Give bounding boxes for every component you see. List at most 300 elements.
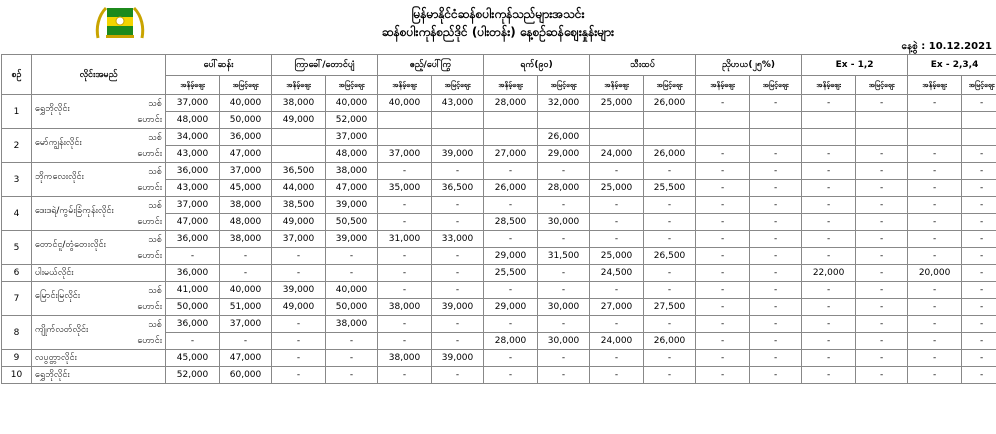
line-name-cell bbox=[32, 129, 166, 163]
price-cell: - bbox=[750, 316, 802, 333]
price-cell: 36,000 bbox=[166, 265, 220, 282]
table-row bbox=[2, 163, 996, 180]
line-name-cell bbox=[32, 95, 166, 129]
line-name-cell bbox=[32, 197, 166, 231]
price-cell: - bbox=[856, 299, 908, 316]
price-cell: - bbox=[326, 333, 378, 350]
price-cell: - bbox=[272, 316, 326, 333]
price-cell: 39,000 bbox=[432, 299, 484, 316]
price-cell: - bbox=[856, 146, 908, 163]
table-row bbox=[2, 197, 996, 214]
price-cell: 48,000 bbox=[166, 112, 220, 129]
kind-new-label: သစ် bbox=[148, 167, 162, 177]
price-cell: - bbox=[272, 367, 326, 384]
price-cell: - bbox=[432, 333, 484, 350]
price-cell: - bbox=[378, 316, 432, 333]
price-cell: - bbox=[908, 350, 962, 367]
price-cell: - bbox=[538, 350, 590, 367]
price-cell: 24,000 bbox=[590, 146, 644, 163]
kind-old-label: ဟောင်း bbox=[137, 183, 162, 193]
price-cell: 47,000 bbox=[326, 180, 378, 197]
price-cell: 25,500 bbox=[484, 265, 538, 282]
price-cell: - bbox=[962, 248, 996, 265]
price-cell: - bbox=[696, 333, 750, 350]
price-cell: 29,000 bbox=[538, 146, 590, 163]
price-cell: - bbox=[696, 350, 750, 367]
price-cell: 45,000 bbox=[166, 350, 220, 367]
row-number: 3 bbox=[2, 163, 32, 197]
price-cell: 50,000 bbox=[326, 299, 378, 316]
kind-old-label: ဟောင်း bbox=[137, 149, 162, 159]
price-cell: - bbox=[750, 299, 802, 316]
price-cell: 37,000 bbox=[220, 316, 272, 333]
price-cell: 36,000 bbox=[166, 231, 220, 248]
price-cell: - bbox=[962, 282, 996, 299]
price-cell: - bbox=[484, 282, 538, 299]
price-cell: 38,000 bbox=[326, 163, 378, 180]
price-cell: - bbox=[962, 146, 996, 163]
price-cell: 39,000 bbox=[432, 350, 484, 367]
group-header: Ex - 2,3,4 bbox=[908, 55, 996, 76]
line-name-cell bbox=[32, 282, 166, 316]
price-cell bbox=[272, 129, 326, 146]
price-cell: - bbox=[908, 299, 962, 316]
table-row bbox=[2, 367, 996, 384]
price-cell: 48,000 bbox=[220, 214, 272, 231]
price-cell: - bbox=[644, 163, 696, 180]
row-number: 5 bbox=[2, 231, 32, 265]
price-cell: 27,000 bbox=[484, 146, 538, 163]
price-cell: - bbox=[326, 350, 378, 367]
price-cell: - bbox=[644, 282, 696, 299]
price-cell: - bbox=[802, 248, 856, 265]
price-cell: - bbox=[590, 231, 644, 248]
price-cell: - bbox=[538, 231, 590, 248]
price-cell: 26,500 bbox=[644, 248, 696, 265]
price-cell: 44,000 bbox=[272, 180, 326, 197]
price-cell: - bbox=[484, 316, 538, 333]
col-name-header: လိုင်းအမည် bbox=[32, 55, 166, 95]
price-cell bbox=[378, 112, 432, 129]
price-cell: 49,000 bbox=[272, 299, 326, 316]
price-cell: 39,000 bbox=[272, 282, 326, 299]
price-cell: - bbox=[644, 231, 696, 248]
line-name-cell bbox=[32, 265, 166, 282]
low-price-header: အနိမ့်ဈေး bbox=[378, 76, 432, 95]
price-cell: - bbox=[166, 333, 220, 350]
line-name-cell bbox=[32, 316, 166, 350]
kind-new-label: သစ် bbox=[148, 99, 162, 109]
price-cell: 25,500 bbox=[644, 180, 696, 197]
price-cell: 37,000 bbox=[166, 95, 220, 112]
row-number: 10 bbox=[2, 367, 32, 384]
price-cell: 34,000 bbox=[166, 129, 220, 146]
price-cell: 40,000 bbox=[326, 95, 378, 112]
low-price-header: အနိမ့်ဈေး bbox=[166, 76, 220, 95]
price-cell: 26,000 bbox=[644, 95, 696, 112]
price-cell: - bbox=[538, 282, 590, 299]
price-cell: - bbox=[962, 367, 996, 384]
col-no-header: စဉ် bbox=[2, 55, 32, 95]
price-cell: - bbox=[802, 367, 856, 384]
price-cell: 40,000 bbox=[326, 282, 378, 299]
price-cell: 50,000 bbox=[166, 299, 220, 316]
price-cell: - bbox=[696, 282, 750, 299]
header bbox=[0, 0, 996, 40]
price-cell: - bbox=[908, 248, 962, 265]
price-cell: - bbox=[962, 231, 996, 248]
price-cell: - bbox=[538, 367, 590, 384]
price-cell: - bbox=[220, 265, 272, 282]
row-number: 9 bbox=[2, 350, 32, 367]
price-cell: - bbox=[908, 95, 962, 112]
table-row bbox=[2, 231, 996, 248]
price-cell: - bbox=[696, 231, 750, 248]
price-cell: 28,500 bbox=[484, 214, 538, 231]
price-cell: 29,000 bbox=[484, 248, 538, 265]
group-header: သီးထပ် bbox=[590, 55, 696, 76]
price-cell: 48,000 bbox=[326, 146, 378, 163]
price-cell: 38,000 bbox=[378, 350, 432, 367]
price-cell: - bbox=[962, 197, 996, 214]
price-cell bbox=[378, 129, 432, 146]
price-cell bbox=[750, 129, 802, 146]
price-cell: - bbox=[750, 95, 802, 112]
price-cell: - bbox=[378, 248, 432, 265]
price-cell: - bbox=[908, 180, 962, 197]
price-cell: - bbox=[750, 282, 802, 299]
price-cell: - bbox=[590, 367, 644, 384]
price-cell: 38,000 bbox=[378, 299, 432, 316]
price-cell: 25,000 bbox=[590, 95, 644, 112]
line-name-cell bbox=[32, 350, 166, 367]
line-name-cell bbox=[32, 231, 166, 265]
price-cell: - bbox=[802, 197, 856, 214]
price-cell: 37,000 bbox=[166, 197, 220, 214]
price-cell: 38,000 bbox=[272, 95, 326, 112]
price-cell: - bbox=[856, 214, 908, 231]
table-row bbox=[2, 265, 996, 282]
price-cell: - bbox=[802, 180, 856, 197]
group-header: ညိုဟယ(၂၅%) bbox=[696, 55, 802, 76]
price-cell: 37,000 bbox=[272, 231, 326, 248]
price-cell: - bbox=[856, 265, 908, 282]
price-cell: - bbox=[696, 197, 750, 214]
price-table bbox=[1, 54, 996, 384]
price-cell: - bbox=[802, 316, 856, 333]
price-cell: - bbox=[378, 214, 432, 231]
price-cell: - bbox=[326, 248, 378, 265]
price-cell: - bbox=[484, 163, 538, 180]
price-cell: - bbox=[220, 248, 272, 265]
price-cell bbox=[908, 112, 962, 129]
price-cell: 22,000 bbox=[802, 265, 856, 282]
price-cell bbox=[538, 112, 590, 129]
price-cell: - bbox=[962, 180, 996, 197]
line-name-cell bbox=[32, 367, 166, 384]
price-cell: 30,000 bbox=[538, 333, 590, 350]
kind-new-label: သစ် bbox=[148, 320, 162, 330]
line-name: ကျိုက်လတ်လိုင်း bbox=[35, 325, 89, 335]
price-cell: - bbox=[590, 197, 644, 214]
price-cell: - bbox=[856, 197, 908, 214]
high-price-header: အမြင့်ဈေး bbox=[750, 76, 802, 95]
row-number: 8 bbox=[2, 316, 32, 350]
date-value: : 10.12.2021 bbox=[921, 41, 992, 52]
price-cell: 30,000 bbox=[538, 299, 590, 316]
price-cell: - bbox=[962, 95, 996, 112]
price-cell: - bbox=[538, 265, 590, 282]
price-cell: 29,000 bbox=[484, 299, 538, 316]
price-cell: 36,000 bbox=[166, 163, 220, 180]
price-cell: 31,000 bbox=[378, 231, 432, 248]
price-cell bbox=[432, 112, 484, 129]
price-cell: - bbox=[750, 350, 802, 367]
price-cell: - bbox=[378, 265, 432, 282]
price-cell: - bbox=[908, 146, 962, 163]
group-header: ကြာခေါ်/တောင်ပျံ bbox=[272, 55, 378, 76]
price-cell: - bbox=[484, 350, 538, 367]
price-cell: - bbox=[538, 197, 590, 214]
price-cell bbox=[856, 129, 908, 146]
price-cell: - bbox=[484, 197, 538, 214]
price-cell: - bbox=[432, 265, 484, 282]
price-cell: 39,000 bbox=[326, 197, 378, 214]
price-cell: 30,000 bbox=[538, 214, 590, 231]
price-cell: 31,500 bbox=[538, 248, 590, 265]
price-cell: - bbox=[908, 163, 962, 180]
price-cell: 26,000 bbox=[644, 333, 696, 350]
price-cell: - bbox=[962, 214, 996, 231]
price-cell: 40,000 bbox=[220, 95, 272, 112]
price-cell: - bbox=[696, 95, 750, 112]
price-cell: - bbox=[750, 265, 802, 282]
price-cell: - bbox=[750, 248, 802, 265]
price-cell: - bbox=[802, 214, 856, 231]
price-cell: - bbox=[696, 214, 750, 231]
group-header: ဧည့်/ပေါ်ကြွ bbox=[378, 55, 484, 76]
row-number: 1 bbox=[2, 95, 32, 129]
price-cell: - bbox=[908, 214, 962, 231]
price-cell bbox=[484, 112, 538, 129]
price-cell: 50,000 bbox=[220, 112, 272, 129]
price-cell: - bbox=[802, 231, 856, 248]
price-cell bbox=[696, 129, 750, 146]
table-row bbox=[2, 129, 996, 146]
price-cell: - bbox=[378, 333, 432, 350]
price-cell: - bbox=[802, 282, 856, 299]
high-price-header: အမြင့်ဈေး bbox=[432, 76, 484, 95]
high-price-header: အမြင့်ဈေး bbox=[326, 76, 378, 95]
table-row bbox=[2, 282, 996, 299]
price-cell: - bbox=[962, 333, 996, 350]
price-cell: - bbox=[644, 265, 696, 282]
kind-old-label: ဟောင်း bbox=[137, 251, 162, 261]
line-name: လပွတ္တာလိုင်း bbox=[35, 353, 77, 363]
price-cell: - bbox=[750, 231, 802, 248]
price-cell: - bbox=[908, 316, 962, 333]
price-cell: 25,000 bbox=[590, 248, 644, 265]
price-cell bbox=[644, 112, 696, 129]
price-cell: 27,500 bbox=[644, 299, 696, 316]
price-cell: 39,000 bbox=[326, 231, 378, 248]
price-cell: - bbox=[326, 367, 378, 384]
price-cell: - bbox=[538, 316, 590, 333]
price-cell: - bbox=[856, 367, 908, 384]
price-cell: 40,000 bbox=[378, 95, 432, 112]
kind-new-label: သစ် bbox=[148, 286, 162, 296]
price-cell: - bbox=[696, 163, 750, 180]
price-cell: 41,000 bbox=[166, 282, 220, 299]
table-row bbox=[2, 316, 996, 333]
price-cell: - bbox=[644, 350, 696, 367]
price-cell: - bbox=[856, 95, 908, 112]
kind-old-label: ဟောင်း bbox=[137, 302, 162, 312]
high-price-header: အမြင့်ဈေး bbox=[220, 76, 272, 95]
price-cell: - bbox=[644, 367, 696, 384]
price-cell: - bbox=[432, 248, 484, 265]
price-cell: - bbox=[432, 214, 484, 231]
price-cell: - bbox=[590, 316, 644, 333]
price-cell: - bbox=[802, 333, 856, 350]
price-cell: - bbox=[590, 350, 644, 367]
price-cell: 47,000 bbox=[220, 350, 272, 367]
price-cell: - bbox=[908, 231, 962, 248]
price-cell: 38,000 bbox=[220, 231, 272, 248]
price-cell: - bbox=[962, 265, 996, 282]
price-cell: - bbox=[802, 95, 856, 112]
title-line-1: မြန်မာနိုင်ငံဆန်စပါးကုန်သည်များအသင်း bbox=[411, 7, 585, 21]
price-cell: - bbox=[484, 231, 538, 248]
price-cell: - bbox=[750, 146, 802, 163]
line-name: တောင်ငူ/တွံတေးလိုင်း bbox=[35, 240, 106, 250]
price-cell: 26,000 bbox=[484, 180, 538, 197]
price-cell bbox=[802, 112, 856, 129]
price-cell: - bbox=[750, 367, 802, 384]
price-cell: 26,000 bbox=[538, 129, 590, 146]
price-cell: 32,000 bbox=[538, 95, 590, 112]
price-cell: 38,000 bbox=[220, 197, 272, 214]
price-cell: - bbox=[696, 316, 750, 333]
price-cell: - bbox=[378, 197, 432, 214]
line-name: မော်ကျွန်းလိုင်း bbox=[35, 138, 82, 148]
price-cell: 43,000 bbox=[432, 95, 484, 112]
price-cell: 24,000 bbox=[590, 333, 644, 350]
price-cell: 49,000 bbox=[272, 112, 326, 129]
group-header: ရက်(၉၀) bbox=[484, 55, 590, 76]
line-name: ဘိုကလေးလိုင်း bbox=[35, 172, 84, 182]
price-cell bbox=[908, 129, 962, 146]
group-header: Ex - 1,2 bbox=[802, 55, 908, 76]
table-row bbox=[2, 350, 996, 367]
price-cell: - bbox=[908, 367, 962, 384]
price-cell bbox=[962, 112, 996, 129]
line-name: မြောင်းမြလိုင်း bbox=[35, 291, 81, 301]
line-name: ပါးမယ်လိုင်း bbox=[35, 268, 74, 278]
price-cell: 36,000 bbox=[166, 316, 220, 333]
price-cell bbox=[750, 112, 802, 129]
row-number: 4 bbox=[2, 197, 32, 231]
line-name: ဒေးဒရဲ/ကွမ်းခြံကုန်းလိုင်း bbox=[35, 206, 114, 216]
price-cell: - bbox=[432, 163, 484, 180]
price-cell: - bbox=[962, 163, 996, 180]
price-cell: - bbox=[644, 316, 696, 333]
price-cell: 26,000 bbox=[644, 146, 696, 163]
price-cell: - bbox=[802, 299, 856, 316]
price-cell: 24,500 bbox=[590, 265, 644, 282]
price-cell: 38,000 bbox=[326, 316, 378, 333]
price-cell: 49,000 bbox=[272, 214, 326, 231]
price-cell: - bbox=[696, 299, 750, 316]
price-cell: 40,000 bbox=[220, 282, 272, 299]
line-name-cell bbox=[32, 163, 166, 197]
price-cell: - bbox=[856, 350, 908, 367]
high-price-header: အမြင့်ဈေး bbox=[962, 76, 996, 95]
price-cell: 28,000 bbox=[484, 333, 538, 350]
price-cell: 43,000 bbox=[166, 180, 220, 197]
price-cell: 25,000 bbox=[590, 180, 644, 197]
price-cell: - bbox=[802, 146, 856, 163]
price-cell bbox=[432, 129, 484, 146]
price-cell: - bbox=[962, 316, 996, 333]
price-cell: 52,000 bbox=[326, 112, 378, 129]
price-cell: - bbox=[272, 333, 326, 350]
price-cell: - bbox=[590, 214, 644, 231]
kind-new-label: သစ် bbox=[148, 201, 162, 211]
price-cell: - bbox=[590, 163, 644, 180]
price-cell: 27,000 bbox=[590, 299, 644, 316]
date-label: နေ့စွဲ bbox=[901, 41, 918, 52]
price-cell: - bbox=[856, 333, 908, 350]
low-price-header: အနိမ့်ဈေး bbox=[590, 76, 644, 95]
row-number: 7 bbox=[2, 282, 32, 316]
line-name: ရွှေဘိုလိုင်း bbox=[35, 104, 70, 114]
line-name: ရွှေဘိုလိုင်း bbox=[35, 370, 70, 380]
price-cell: 37,000 bbox=[220, 163, 272, 180]
price-cell: 38,500 bbox=[272, 197, 326, 214]
high-price-header: အမြင့်ဈေး bbox=[856, 76, 908, 95]
price-cell: - bbox=[378, 282, 432, 299]
price-cell: - bbox=[802, 350, 856, 367]
price-cell bbox=[484, 129, 538, 146]
price-cell bbox=[696, 112, 750, 129]
price-cell: - bbox=[696, 367, 750, 384]
price-cell: 28,000 bbox=[484, 95, 538, 112]
price-cell: - bbox=[750, 333, 802, 350]
price-cell bbox=[856, 112, 908, 129]
price-cell: 47,000 bbox=[220, 146, 272, 163]
price-cell: - bbox=[802, 163, 856, 180]
price-cell: - bbox=[538, 163, 590, 180]
group-header: ပေါ်ဆန်း bbox=[166, 55, 272, 76]
price-cell: - bbox=[166, 248, 220, 265]
price-cell: - bbox=[326, 265, 378, 282]
title-line-2: ဆန်စပါးကုန်စည်ဒိုင် (ပါးတန်း) နေ့စဉ်ဆန်ဈေးနှုန်းများ bbox=[381, 25, 615, 39]
price-cell: 37,000 bbox=[378, 146, 432, 163]
price-cell: 39,000 bbox=[432, 146, 484, 163]
price-cell: - bbox=[856, 231, 908, 248]
kind-old-label: ဟောင်း bbox=[137, 336, 162, 346]
price-cell: 36,000 bbox=[220, 129, 272, 146]
price-cell: - bbox=[432, 282, 484, 299]
price-cell: - bbox=[272, 248, 326, 265]
price-cell: 36,500 bbox=[272, 163, 326, 180]
price-cell: - bbox=[644, 214, 696, 231]
price-cell: 47,000 bbox=[166, 214, 220, 231]
low-price-header: အနိမ့်ဈေး bbox=[908, 76, 962, 95]
price-cell: - bbox=[590, 282, 644, 299]
high-price-header: အမြင့်ဈေး bbox=[644, 76, 696, 95]
